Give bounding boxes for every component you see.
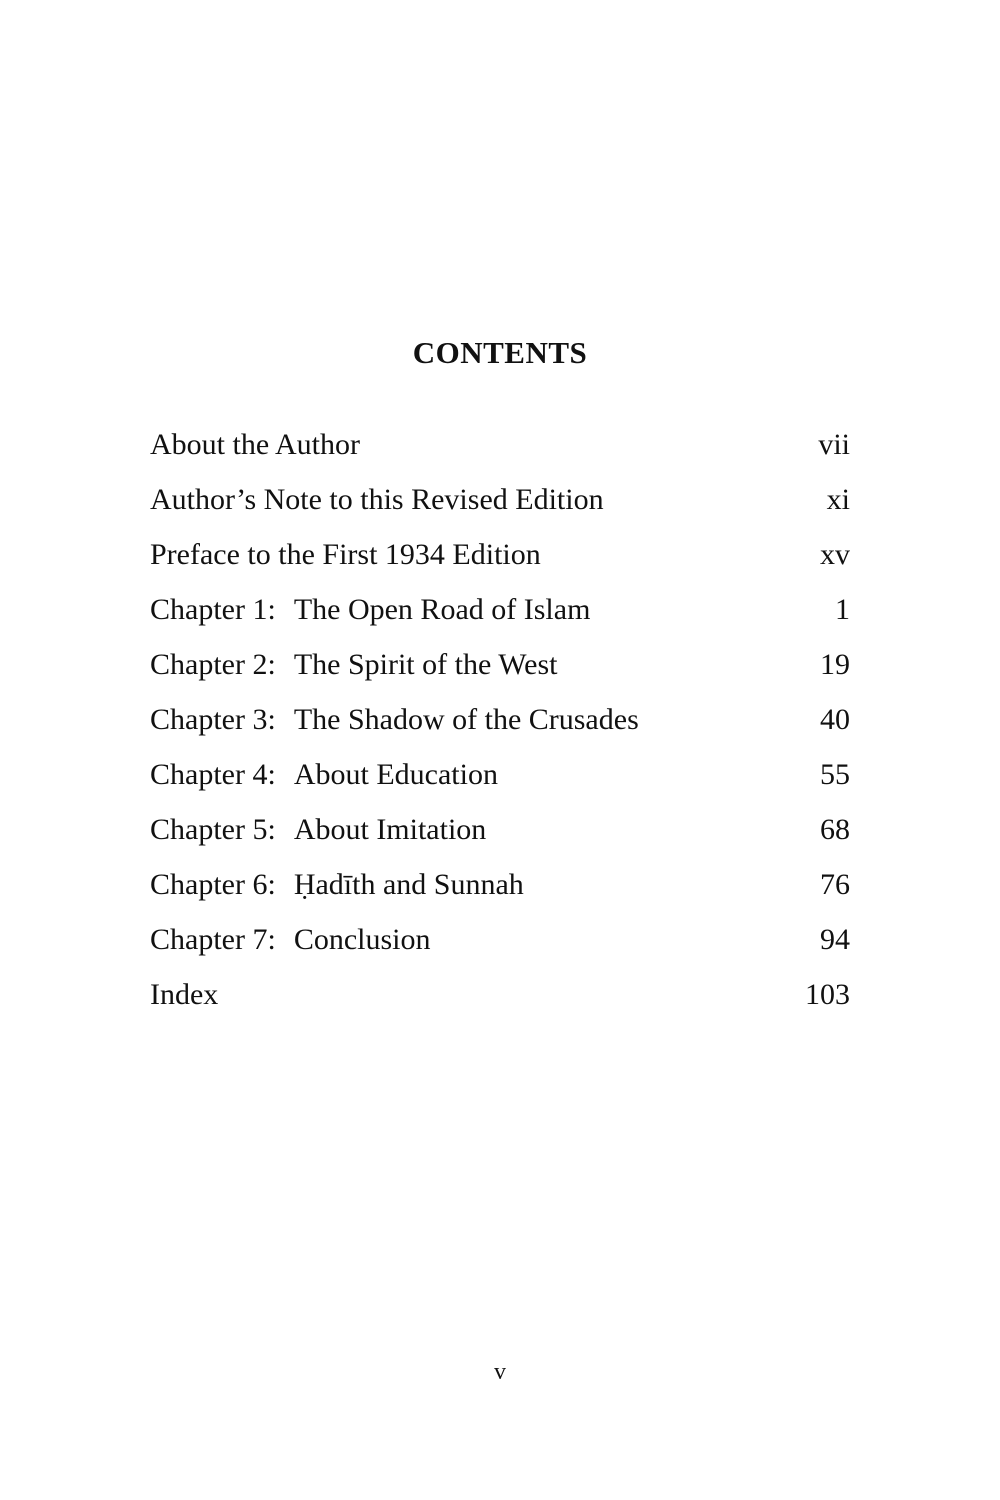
toc-entry-chapter-6 xyxy=(150,865,850,920)
contents-heading: CONTENTS xyxy=(412,335,588,370)
toc-entry-title: Author’s Note to this Revised Edition xyxy=(150,483,604,516)
toc-chapter-number: Chapter 1: xyxy=(150,593,276,626)
toc-chapter-number: Chapter 7: xyxy=(150,923,276,956)
table-of-contents xyxy=(150,425,850,1030)
toc-entry-page: 103 xyxy=(805,978,850,1011)
toc-chapter-number: Chapter 2: xyxy=(150,648,276,681)
toc-chapter-number: Chapter 4: xyxy=(150,758,276,791)
toc-entry-title: The Open Road of Islam xyxy=(293,593,591,626)
toc-entry-title: About the Author xyxy=(150,428,360,461)
toc-entry-page: 68 xyxy=(820,813,850,846)
toc-chapter-number: Chapter 3: xyxy=(150,703,276,736)
toc-chapter-number: Chapter 6: xyxy=(150,868,276,901)
toc-entry-chapter-3 xyxy=(150,700,850,755)
toc-entry-title: About Imitation xyxy=(293,813,487,846)
toc-entry-page: 1 xyxy=(835,593,850,626)
toc-entry-index xyxy=(150,975,850,1030)
toc-entry-chapter-5 xyxy=(150,810,850,865)
page-number: v xyxy=(494,1359,506,1385)
toc-entry-page: vii xyxy=(818,428,850,461)
toc-entry-title: Index xyxy=(150,978,219,1011)
toc-entry-page: xv xyxy=(820,538,850,571)
toc-entry-title: About Education xyxy=(293,758,498,791)
toc-entry-preface xyxy=(150,535,850,590)
toc-entry-page: 55 xyxy=(820,758,850,791)
toc-entry-page: 19 xyxy=(820,648,850,681)
toc-entry-chapter-4 xyxy=(150,755,850,810)
toc-entry-page: 94 xyxy=(820,923,850,956)
toc-entry-title: Conclusion xyxy=(293,923,431,956)
toc-entry-about-author xyxy=(150,425,850,480)
toc-entry-chapter-2 xyxy=(150,645,850,700)
toc-entry-title: Preface to the First 1934 Edition xyxy=(150,538,541,571)
toc-entry-chapter-1 xyxy=(150,590,850,645)
toc-entry-authors-note xyxy=(150,480,850,535)
toc-entry-title: The Shadow of the Crusades xyxy=(293,703,639,736)
toc-entry-title: The Spirit of the West xyxy=(293,648,558,681)
toc-entry-page: 76 xyxy=(820,868,850,901)
toc-entry-title: Ḥadīth and Sunnah xyxy=(293,868,524,901)
toc-entry-page: 40 xyxy=(820,703,850,736)
toc-chapter-number: Chapter 5: xyxy=(150,813,276,846)
toc-entry-page: xi xyxy=(826,483,850,516)
toc-entry-chapter-7 xyxy=(150,920,850,975)
